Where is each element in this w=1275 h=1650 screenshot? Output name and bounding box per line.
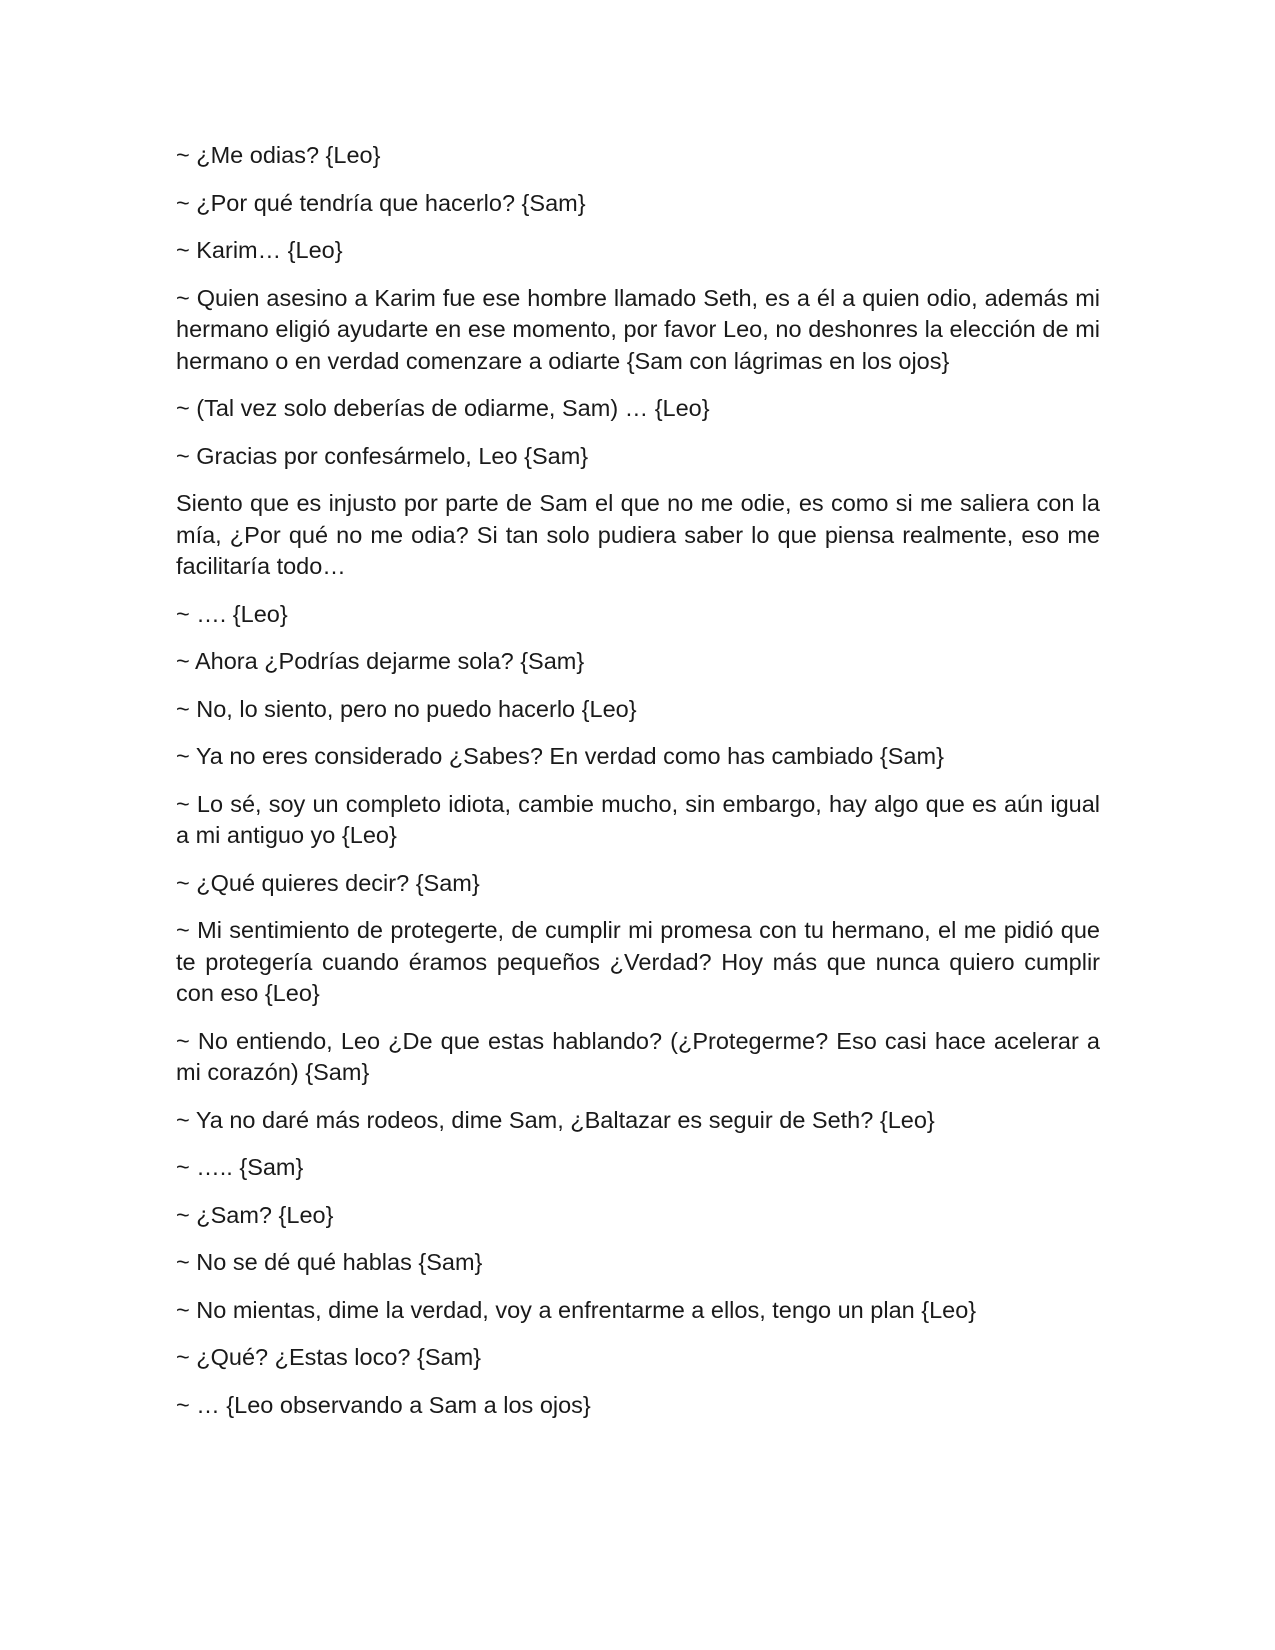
paragraph: ~ Ahora ¿Podrías dejarme sola? {Sam}	[176, 648, 585, 674]
paragraph: Siento que es injusto por parte de Sam el que no me odie, es como si me saliera con la mía, ¿Por qué no me odia? Si tan solo pudiera saber lo que piensa realmente, eso me facilitaría todo…	[176, 490, 1100, 579]
paragraph: ~ ¿Sam? {Leo}	[176, 1201, 334, 1228]
document-page	[176, 140, 1100, 1437]
paragraph: ~ No mientas, dime la verdad, voy a enfrentarme a ellos, tengo un plan {Leo}	[176, 1296, 977, 1323]
paragraph: ~ Mi sentimiento de protegerte, de cumplir mi promesa con tu hermano, el me pidió que te protegería cuando éramos pequeños ¿Verdad? Hoy más que nunca quiero cumplir con eso {Leo}	[176, 917, 1100, 1006]
paragraph: ~ ¿Por qué tendría que hacerlo? {Sam}	[176, 189, 586, 216]
paragraph: ~ … {Leo observando a Sam a los ojos}	[176, 1391, 591, 1418]
paragraph: ~ No, lo siento, pero no puedo hacerlo {Leo}	[176, 695, 637, 722]
paragraph: ~ Ya no eres considerado ¿Sabes? En verdad como has cambiado {Sam}	[176, 743, 944, 769]
paragraph: ~ Lo sé, soy un completo idiota, cambie mucho, sin embargo, hay algo que es aún igual a mi antiguo yo {Leo}	[176, 790, 1100, 848]
paragraph: ~ No entiendo, Leo ¿De que estas hablando? (¿Protegerme? Eso casi hace acelerar a mi corazón) {Sam}	[176, 1027, 1100, 1085]
paragraph: ~ ¿Qué? ¿Estas loco? {Sam}	[176, 1344, 482, 1370]
paragraph: ~ (Tal vez solo deberías de odiarme, Sam) … {Leo}	[176, 395, 710, 421]
paragraph: ~ Quien asesino a Karim fue ese hombre llamado Seth, es a él a quien odio, además mi hermano eligió ayudarte en ese momento, por favor Leo, no deshonres la elección de mi hermano o en verdad comenzare a odiarte {Sam con lágrimas en los ojos}	[176, 284, 1100, 374]
paragraph: ~ Ya no daré más rodeos, dime Sam, ¿Baltazar es seguir de Seth? {Leo}	[176, 1106, 935, 1133]
paragraph: ~ Gracias por confesármelo, Leo {Sam}	[176, 442, 589, 469]
paragraph: ~ …. {Leo}	[176, 600, 288, 627]
paragraph: ~ ….. {Sam}	[176, 1154, 304, 1180]
paragraph: ~ Karim… {Leo}	[176, 237, 343, 263]
paragraph: ~ ¿Me odias? {Leo}	[176, 142, 381, 168]
paragraph: ~ ¿Qué quieres decir? {Sam}	[176, 869, 480, 896]
paragraph: ~ No se dé qué hablas {Sam}	[176, 1249, 483, 1275]
